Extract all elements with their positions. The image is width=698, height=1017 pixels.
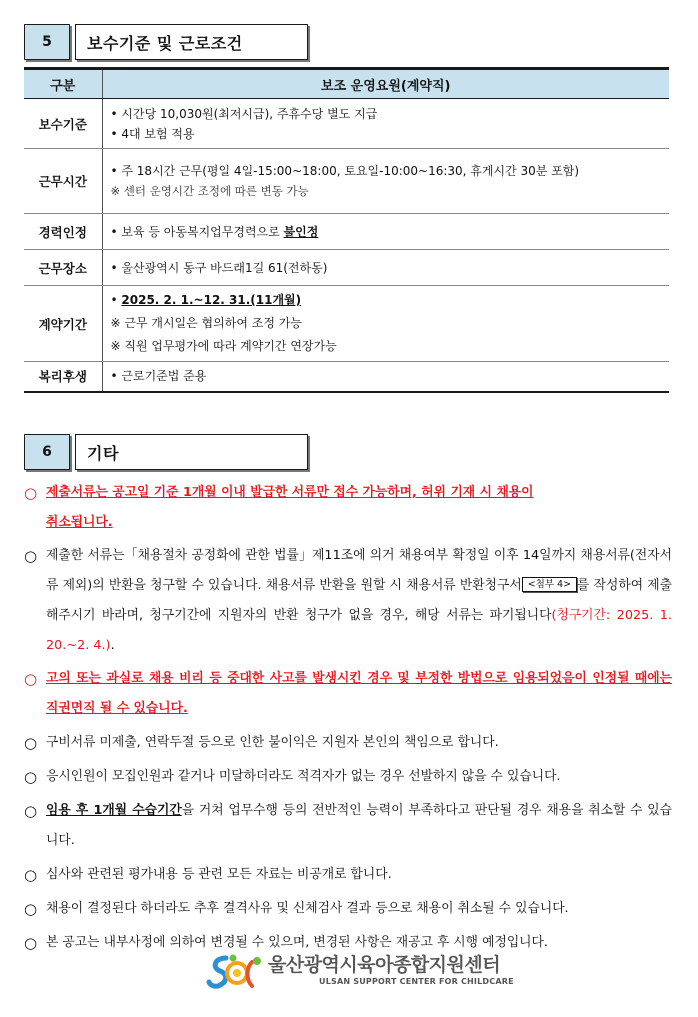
row-label: 경력인정 [24, 214, 102, 250]
period-bullet: • [110, 293, 122, 307]
notice-text: 제출서류는 공고일 기준 1개월 이내 발급한 서류만 접수 가능하며, 허위 기재 시 채용이 [46, 485, 534, 500]
circle-bullet-icon: ○ [24, 802, 38, 820]
circle-bullet-icon: ○ [24, 900, 38, 918]
row-value: • 근로기준법 준용 [102, 362, 669, 392]
org-name-english: ULSAN SUPPORT CENTER FOR CHILDCARE [319, 977, 514, 986]
circle-bullet-icon: ○ [24, 934, 38, 952]
row-value [102, 286, 669, 362]
notice-item [24, 860, 672, 890]
hours-line: • 주 18시간 근무(평일 4일-15:00~18:00, 토요일-10:00~16:30, 휴게시간 30분 포함) [110, 164, 580, 178]
row-value [102, 149, 669, 214]
notice-item [24, 541, 672, 661]
notice-text: 제출한 서류는「채용절차 공정화에 관한 법률」제11조에 의거 채용여부 확정일 이후 14일까지 채용서류(전자서류 제외)의 반환을 청구할 수 있습니다. 채용서류 반환을 원할 시 채용서류 반환청구서 [46, 548, 672, 593]
notice-list [24, 478, 672, 958]
notice-text: 고의 또는 과실로 채용 비리 등 중대한 사고를 발생시킨 경우 및 부정한 방법으로 임용되었음이 인정될 때에는 직권면직 될 수 있습니다. [46, 671, 672, 716]
column-header-category: 구분 [24, 69, 102, 99]
career-text: • 보육 등 아동복지업무경력으로 [110, 224, 284, 239]
table-row-welfare [24, 362, 669, 392]
row-value [102, 214, 669, 250]
row-label: 계약기간 [24, 286, 102, 362]
org-logo [0, 950, 698, 994]
row-label: 근무장소 [24, 250, 102, 286]
table-header-row [24, 69, 669, 99]
notice-item [24, 796, 672, 856]
row-value [102, 99, 669, 149]
notice-item [24, 762, 672, 792]
table-row-pay [24, 99, 669, 149]
section-title: 보수기준 및 근로조건 [75, 24, 308, 60]
circle-bullet-icon: ○ [24, 768, 38, 786]
notice-text: 심사와 관련된 평가내용 등 관련 모든 자료는 비공개로 합니다. [46, 867, 392, 882]
center-logo-icon [206, 952, 264, 992]
notice-text: 채용이 결정된다 하더라도 추후 결격사유 및 신체검사 결과 등으로 채용이 취소될 수 있습니다. [46, 901, 569, 916]
notice-text: 구비서류 미제출, 연락두절 등으로 인한 불이익은 지원자 본인의 책임으로 합니다. [46, 735, 499, 750]
notice-item [24, 728, 672, 758]
insurance-line: • 4대 보험 적용 [110, 126, 195, 141]
attachment-tag: <첨부 4> [522, 577, 577, 592]
circle-bullet-icon: ○ [24, 547, 38, 565]
period-note-1: ※ 근무 개시일은 협의하여 조정 가능 [110, 316, 302, 330]
notice-text: 본 공고는 내부사정에 의하여 변경될 수 있으며, 변경된 사항은 재공고 후 시행 예정입니다. [46, 935, 548, 950]
circle-bullet-icon: ○ [24, 866, 38, 884]
circle-bullet-icon: ○ [24, 734, 38, 752]
table-row-career [24, 214, 669, 250]
org-name-korean: 울산광역시육아종합지원센터 [268, 954, 501, 976]
pay-line: • 시간당 10,030원(최저시급), 주휴수당 별도 지급 [110, 106, 378, 121]
row-value: • 울산광역시 동구 바드래1길 61(전하동) [102, 250, 669, 286]
section-title: 기타 [75, 434, 308, 470]
table-row-place [24, 250, 669, 286]
notice-text: . [110, 638, 115, 653]
circle-bullet-icon: ○ [24, 484, 38, 502]
period-note-2: ※ 직원 업무평가에 따라 계약기간 연장가능 [110, 339, 337, 353]
section-number: 5 [24, 24, 70, 60]
row-label: 복리후생 [24, 362, 102, 392]
hours-note: ※ 센터 운영시간 조정에 따른 변동 가능 [110, 184, 309, 198]
notice-item [24, 894, 672, 924]
circle-bullet-icon: ○ [24, 670, 38, 688]
notice-text: 를 작성하여 제출해주시기 바라며, 청구기간에 지원자의 반환 청구가 없을 경우, 해당 서류는 파기됩니다 [46, 578, 673, 623]
table-row-hours [24, 149, 669, 214]
row-label: 근무시간 [24, 149, 102, 214]
request-period: (청구기간: 2025. 1. 20.~2. 4.) [46, 608, 672, 653]
notice-item [24, 664, 672, 724]
probation-emphasis: 임용 후 1개월 수습기간 [46, 803, 182, 818]
contract-period: 2025. 2. 1.~12. 31.(11개월) [121, 293, 302, 307]
table-row-period [24, 286, 669, 362]
section-number: 6 [24, 434, 70, 470]
notice-text: 응시인원이 모집인원과 같거나 미달하더라도 적격자가 없는 경우 선발하지 않을 수 있습니다. [46, 769, 561, 784]
column-header-position: 보조 운영요원(계약직) [102, 69, 669, 99]
notice-text: 을 거쳐 업무수행 등의 전반적인 능력이 부족하다고 판단될 경우 채용을 취소할 수 있습니다. [46, 803, 672, 848]
row-label: 보수기준 [24, 99, 102, 149]
notice-text: 취소됩니다. [46, 515, 113, 530]
notice-item [24, 478, 672, 538]
career-emphasis: 불인정 [283, 224, 319, 239]
work-conditions-table [24, 67, 669, 393]
